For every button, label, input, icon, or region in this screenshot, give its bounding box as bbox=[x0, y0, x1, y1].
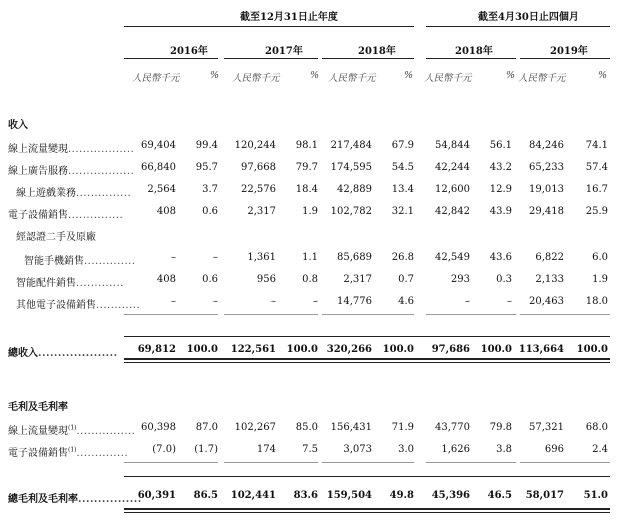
pct-cell-total-3: 100.0 bbox=[480, 344, 512, 355]
pct-cell-gtotal-4: 51.0 bbox=[583, 490, 608, 501]
footnote-marker: (1) bbox=[68, 446, 77, 454]
pct-cell-r2-2: 54.5 bbox=[391, 162, 414, 173]
amount-cell-r4-3: 42,842 bbox=[435, 206, 470, 217]
row-label-text: 其他電子設備銷售 bbox=[16, 300, 96, 311]
pct-cell-g1-4: 68.0 bbox=[585, 422, 608, 433]
amount-cell-gtotal-2: 159,504 bbox=[326, 490, 372, 501]
gross-rule-bottom-2 bbox=[124, 512, 610, 513]
year-rule-2016 bbox=[124, 58, 218, 59]
year-rule-2017 bbox=[224, 58, 318, 59]
year-2017: 2017年 bbox=[265, 46, 303, 57]
amount-cell-total-1: 122,561 bbox=[230, 344, 276, 355]
period-header-april: 截至4月30日止四個月 bbox=[478, 12, 579, 23]
period-rule-april bbox=[426, 26, 610, 27]
pct-cell-r1-0: 99.4 bbox=[195, 140, 218, 151]
amount-cell-gtotal-0: 60,391 bbox=[137, 490, 176, 501]
pct-cell-r6-4: 1.9 bbox=[592, 274, 608, 285]
amount-cell-r5-1: 1,361 bbox=[247, 252, 276, 263]
pct-cell-r2-1: 79.7 bbox=[295, 162, 318, 173]
amount-cell-r1-3: 54,844 bbox=[435, 140, 470, 151]
row-label-text: 電子設備銷售 bbox=[8, 210, 68, 221]
leader-dots: ............... bbox=[76, 188, 132, 199]
amount-cell-gtotal-3: 45,396 bbox=[431, 490, 470, 501]
row-label-r4 bbox=[8, 206, 123, 221]
pct-cell-r1-2: 67.9 bbox=[391, 140, 414, 151]
row-label-r3 bbox=[16, 184, 131, 199]
pct-cell-r3-1: 18.4 bbox=[295, 184, 318, 195]
unit-label-2018-apr: 人民幣千元 bbox=[424, 73, 472, 84]
row-label-text: 總收入 bbox=[8, 348, 38, 359]
pct-cell-r2-3: 43.2 bbox=[489, 162, 512, 173]
pct-label-2016: % bbox=[210, 70, 220, 81]
period-rule-year bbox=[124, 26, 414, 27]
pct-cell-r1-3: 56.1 bbox=[489, 140, 512, 151]
subtotal-rule bbox=[322, 462, 414, 463]
amount-cell-r7-3: – bbox=[465, 296, 470, 307]
amount-cell-r3-1: 22,576 bbox=[241, 184, 276, 195]
year-rule-2018 bbox=[322, 58, 414, 59]
pct-cell-total-4: 100.0 bbox=[576, 344, 608, 355]
total-rule-bottom-1 bbox=[124, 358, 610, 360]
pct-cell-r3-2: 13.4 bbox=[391, 184, 414, 195]
pct-cell-r7-3: – bbox=[507, 296, 512, 307]
pct-cell-total-1: 100.0 bbox=[286, 344, 318, 355]
total-rule-top bbox=[124, 336, 610, 337]
gross-rule-bottom-1 bbox=[124, 508, 610, 510]
leader-dots: ............ bbox=[96, 300, 141, 311]
pct-cell-r6-2: 0.7 bbox=[398, 274, 414, 285]
amount-cell-r7-1: – bbox=[271, 296, 276, 307]
leader-dots: .............. bbox=[84, 256, 136, 267]
leader-dots: ................ bbox=[78, 494, 142, 505]
row-label-text: 智能配件銷售 bbox=[16, 278, 76, 289]
pct-cell-g2-1: 7.5 bbox=[302, 444, 318, 455]
subtotal-rule bbox=[520, 462, 610, 463]
pct-cell-r4-3: 43.9 bbox=[489, 206, 512, 217]
pct-cell-r6-0: 0.6 bbox=[202, 274, 218, 285]
pct-cell-g1-0: 87.0 bbox=[195, 422, 218, 433]
subtotal-rule bbox=[426, 314, 516, 315]
pct-cell-r4-2: 32.1 bbox=[391, 206, 414, 217]
unit-label-2018: 人民幣千元 bbox=[328, 73, 376, 84]
pct-cell-g2-4: 2.4 bbox=[592, 444, 608, 455]
amount-cell-r5-4: 6,822 bbox=[535, 252, 564, 263]
amount-cell-r2-4: 65,233 bbox=[529, 162, 564, 173]
section-gross-title: 毛利及毛利率 bbox=[8, 402, 68, 413]
subtotal-rule bbox=[322, 314, 414, 315]
row-label-text: 智能手機銷售 bbox=[24, 256, 84, 267]
amount-cell-r6-3: 293 bbox=[450, 274, 470, 285]
row-label-r6 bbox=[16, 274, 124, 289]
year-2016: 2016年 bbox=[170, 46, 208, 57]
amount-cell-r6-2: 2,317 bbox=[343, 274, 372, 285]
pct-cell-r6-3: 0.3 bbox=[496, 274, 512, 285]
pct-cell-r5-2: 26.8 bbox=[391, 252, 414, 263]
row-label-text: 線上流量變現 bbox=[8, 426, 68, 437]
pct-cell-gtotal-2: 49.8 bbox=[389, 490, 414, 501]
pct-label-2018: % bbox=[404, 70, 414, 81]
amount-cell-r2-0: 66,840 bbox=[141, 162, 176, 173]
amount-cell-r7-0: – bbox=[171, 296, 176, 307]
subtotal-rule bbox=[224, 462, 318, 463]
pct-cell-r1-4: 74.1 bbox=[585, 140, 608, 151]
pct-cell-r3-0: 3.7 bbox=[202, 184, 218, 195]
subtotal-rule bbox=[224, 314, 318, 315]
pct-cell-total-0: 100.0 bbox=[186, 344, 218, 355]
pct-cell-r3-4: 16.7 bbox=[585, 184, 608, 195]
pct-cell-r5-3: 43.6 bbox=[489, 252, 512, 263]
amount-cell-r4-4: 29,418 bbox=[529, 206, 564, 217]
subtotal-rule bbox=[426, 462, 516, 463]
pct-cell-r7-1: – bbox=[313, 296, 318, 307]
pct-cell-r2-0: 95.7 bbox=[195, 162, 218, 173]
pct-cell-r7-2: 4.6 bbox=[398, 296, 414, 307]
amount-cell-g1-3: 43,770 bbox=[435, 422, 470, 433]
pct-cell-r5-4: 6.0 bbox=[592, 252, 608, 263]
leader-dots: .................... bbox=[38, 348, 118, 359]
amount-cell-g2-0: (7.0) bbox=[152, 444, 176, 455]
amount-cell-g1-1: 102,267 bbox=[234, 422, 276, 433]
amount-cell-r7-2: 14,776 bbox=[337, 296, 372, 307]
pct-label-2018-apr: % bbox=[506, 70, 516, 81]
leader-dots: ................ bbox=[76, 426, 136, 437]
pct-cell-r5-1: 1.1 bbox=[302, 252, 318, 263]
row-label-total bbox=[8, 344, 118, 359]
amount-cell-r4-2: 102,782 bbox=[330, 206, 372, 217]
unit-label-2019-apr: 人民幣千元 bbox=[518, 73, 566, 84]
amount-cell-g2-4: 696 bbox=[544, 444, 564, 455]
pct-cell-g2-3: 3.8 bbox=[496, 444, 512, 455]
amount-cell-total-2: 320,266 bbox=[326, 344, 372, 355]
pct-cell-r5-0: – bbox=[213, 252, 218, 263]
amount-cell-r3-3: 12,600 bbox=[435, 184, 470, 195]
pct-cell-g2-2: 3.0 bbox=[398, 444, 414, 455]
amount-cell-r7-4: 20,463 bbox=[529, 296, 564, 307]
pct-cell-r3-3: 12.9 bbox=[489, 184, 512, 195]
pct-cell-r6-1: 0.8 bbox=[302, 274, 318, 285]
leader-dots: ............. bbox=[76, 278, 124, 289]
pct-cell-r4-1: 1.9 bbox=[302, 206, 318, 217]
pct-label-2019-apr: % bbox=[598, 70, 608, 81]
pct-cell-gtotal-0: 86.5 bbox=[193, 490, 218, 501]
subtotal-rule bbox=[520, 314, 610, 315]
leader-dots: .............. bbox=[76, 448, 129, 459]
year-2018-apr: 2018年 bbox=[455, 46, 493, 57]
amount-cell-gtotal-1: 102,441 bbox=[230, 490, 276, 501]
amount-cell-g2-1: 174 bbox=[256, 444, 276, 455]
amount-cell-r5-3: 42,549 bbox=[435, 252, 470, 263]
amount-cell-total-4: 113,664 bbox=[518, 344, 564, 355]
pct-label-2017: % bbox=[310, 70, 320, 81]
pct-cell-r4-0: 0.6 bbox=[202, 206, 218, 217]
footnote-marker: (1) bbox=[68, 424, 77, 432]
row-label-g2 bbox=[8, 444, 128, 459]
row-label-r5a bbox=[16, 228, 96, 243]
pct-cell-g1-3: 79.8 bbox=[489, 422, 512, 433]
row-label-text: 線上廣告服務 bbox=[8, 166, 68, 177]
year-2018: 2018年 bbox=[358, 46, 396, 57]
pct-cell-r7-4: 18.0 bbox=[585, 296, 608, 307]
row-label-text: 經認證二手及原廠 bbox=[16, 232, 96, 243]
amount-cell-r6-0: 408 bbox=[156, 274, 176, 285]
leader-dots: ............... bbox=[68, 210, 124, 221]
amount-cell-r1-2: 217,484 bbox=[330, 140, 372, 151]
amount-cell-g2-2: 3,073 bbox=[343, 444, 372, 455]
leader-dots: .................. bbox=[68, 166, 135, 177]
year-rule-2018-apr bbox=[426, 58, 516, 59]
amount-cell-g1-4: 57,321 bbox=[529, 422, 564, 433]
amount-cell-r2-1: 97,668 bbox=[241, 162, 276, 173]
amount-cell-r5-0: – bbox=[171, 252, 176, 263]
gross-rule-top bbox=[124, 476, 610, 477]
amount-cell-gtotal-4: 58,017 bbox=[525, 490, 564, 501]
amount-cell-r3-0: 2,564 bbox=[147, 184, 176, 195]
amount-cell-total-0: 69,812 bbox=[137, 344, 176, 355]
row-label-text: 線上遊戲業務 bbox=[16, 188, 76, 199]
year-2019-apr: 2019年 bbox=[550, 46, 588, 57]
subtotal-rule bbox=[124, 462, 218, 463]
pct-cell-r2-4: 57.4 bbox=[585, 162, 608, 173]
pct-cell-total-2: 100.0 bbox=[382, 344, 414, 355]
year-rule-2019-apr bbox=[520, 58, 610, 59]
amount-cell-r4-1: 2,317 bbox=[247, 206, 276, 217]
amount-cell-r1-0: 69,404 bbox=[141, 140, 176, 151]
pct-cell-gtotal-1: 83.6 bbox=[293, 490, 318, 501]
subtotal-rule bbox=[124, 314, 218, 315]
pct-cell-g1-1: 85.0 bbox=[295, 422, 318, 433]
amount-cell-r6-4: 2,133 bbox=[535, 274, 564, 285]
unit-label-2016: 人民幣千元 bbox=[132, 73, 180, 84]
pct-cell-gtotal-3: 46.5 bbox=[487, 490, 512, 501]
amount-cell-r3-4: 19,013 bbox=[529, 184, 564, 195]
unit-label-2017: 人民幣千元 bbox=[232, 73, 280, 84]
period-header-year: 截至12月31日止年度 bbox=[240, 12, 338, 23]
row-label-text: 線上流量變現 bbox=[8, 144, 68, 155]
pct-cell-r4-4: 25.9 bbox=[585, 206, 608, 217]
amount-cell-r5-2: 85,689 bbox=[337, 252, 372, 263]
pct-cell-g2-0: (1.7) bbox=[194, 444, 218, 455]
amount-cell-r2-2: 174,595 bbox=[330, 162, 372, 173]
amount-cell-g1-2: 156,431 bbox=[330, 422, 372, 433]
amount-cell-r1-4: 84,246 bbox=[529, 140, 564, 151]
pct-cell-r7-0: – bbox=[213, 296, 218, 307]
row-label-text: 電子設備銷售 bbox=[8, 448, 68, 459]
leader-dots: .................. bbox=[68, 144, 135, 155]
pct-cell-g1-2: 71.9 bbox=[391, 422, 414, 433]
amount-cell-g2-3: 1,626 bbox=[441, 444, 470, 455]
amount-cell-r3-2: 42,889 bbox=[337, 184, 372, 195]
total-rule-bottom-2 bbox=[124, 362, 610, 363]
amount-cell-total-3: 97,686 bbox=[431, 344, 470, 355]
amount-cell-g1-0: 60,398 bbox=[141, 422, 176, 433]
amount-cell-r1-1: 120,244 bbox=[234, 140, 276, 151]
amount-cell-r6-1: 956 bbox=[256, 274, 276, 285]
row-label-text: 總毛利及毛利率 bbox=[8, 494, 78, 505]
section-revenue-title: 收入 bbox=[8, 120, 28, 131]
pct-cell-r1-1: 98.1 bbox=[295, 140, 318, 151]
amount-cell-r4-0: 408 bbox=[156, 206, 176, 217]
amount-cell-r2-3: 42,244 bbox=[435, 162, 470, 173]
